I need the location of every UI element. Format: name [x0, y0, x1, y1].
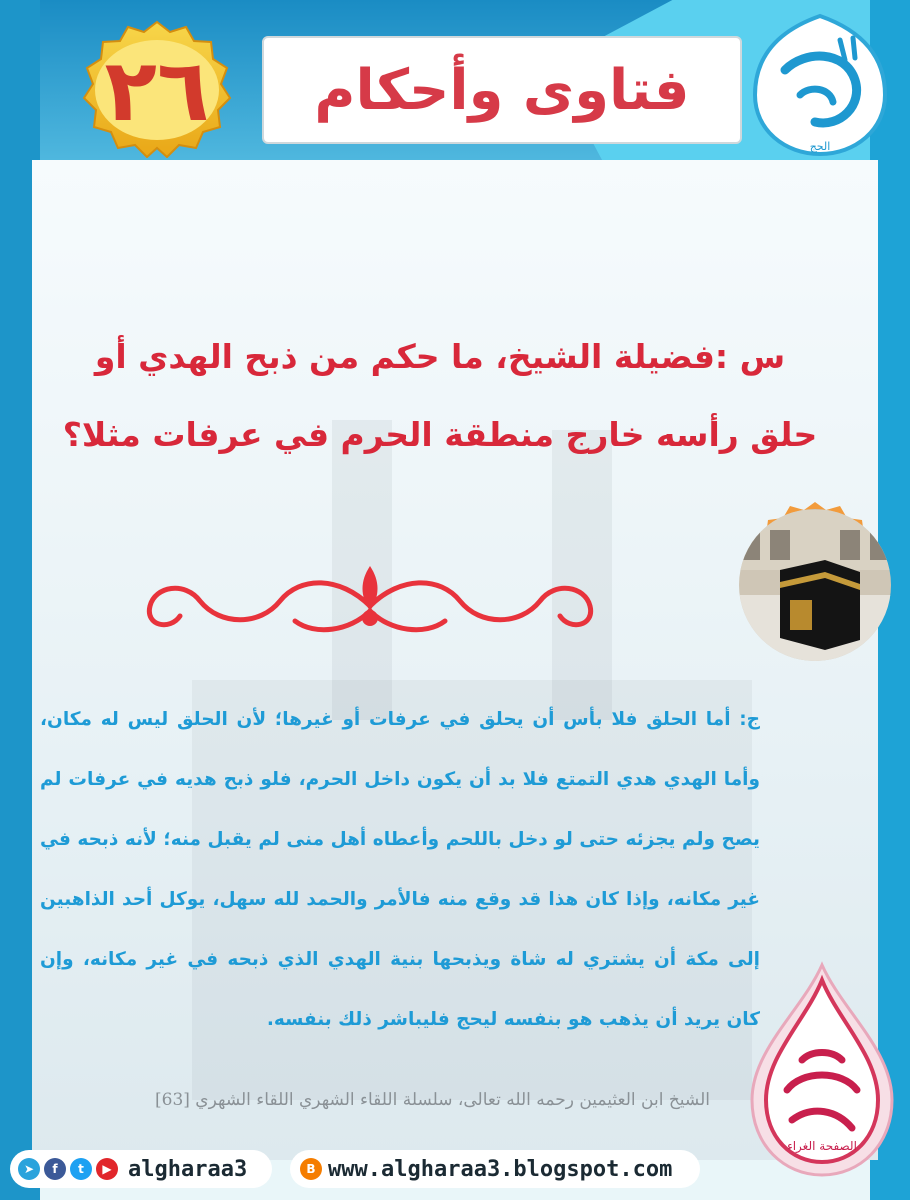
gharaa-logo-icon	[742, 960, 902, 1180]
blogger-icon[interactable]: B	[300, 1158, 322, 1180]
question-text	[60, 318, 820, 474]
source-citation: الشيخ ابن العثيمين رحمه الله تعالى، سلسلة اللقاء الشهري اللقاء الشهري [63]	[154, 1090, 710, 1110]
title-banner	[262, 36, 742, 144]
page-title: فتاوى وأحكام	[314, 57, 690, 123]
twitter-icon[interactable]: t	[70, 1158, 92, 1180]
social-handle[interactable]: algharaa3	[128, 1156, 248, 1182]
svg-text:الحج: الحج	[809, 140, 831, 153]
youtube-icon[interactable]: ▶	[96, 1158, 118, 1180]
question-line-1: س :فضيلة الشيخ، ما حكم من ذبح الهدي أو	[94, 337, 786, 376]
telegram-icon[interactable]: ➤	[18, 1158, 40, 1180]
hajj-logo-icon	[745, 10, 895, 160]
issue-number: ٢٦	[104, 41, 210, 141]
ornament-divider-icon	[110, 556, 630, 656]
question-line-2: حلق رأسه خارج منطقة الحرم في عرفات مثلا؟	[62, 415, 818, 454]
svg-text:الصفحة الغراء: الصفحة الغراء	[787, 1139, 857, 1153]
social-handle-pill[interactable]	[10, 1150, 272, 1188]
blog-url[interactable]: www.algharaa3.blogspot.com	[328, 1156, 673, 1182]
blog-url-pill[interactable]	[290, 1150, 700, 1188]
kaaba-photo	[730, 500, 900, 670]
facebook-icon[interactable]: f	[44, 1158, 66, 1180]
answer-text: ج: أما الحلق فلا بأس أن يحلق في عرفات أو غيرها؛ لأن الحلق ليس له مكان، وأما الهدي هدي التمتع فلا بد أن يكون داخل الحرم، فلو ذبح هديه في عرفات لم يصح ولم يجزئه حتى لو دخل باللحم وأعطاه أهل منى لم يقبل منه؛ لأنه ذبحه في غير مكانه، وإذا كان هذا قد وقع منه فالأمر والحمد لله سهل، يوكل أحد الذاهبين إلى مكة أن يشتري له شاة ويذبحها بنية الهدي الذي ذبحه في غير مكانه، وإن كان يريد أن يذهب هو بنفسه ليحج فليباشر ذلك بنفسه.	[40, 709, 760, 1030]
